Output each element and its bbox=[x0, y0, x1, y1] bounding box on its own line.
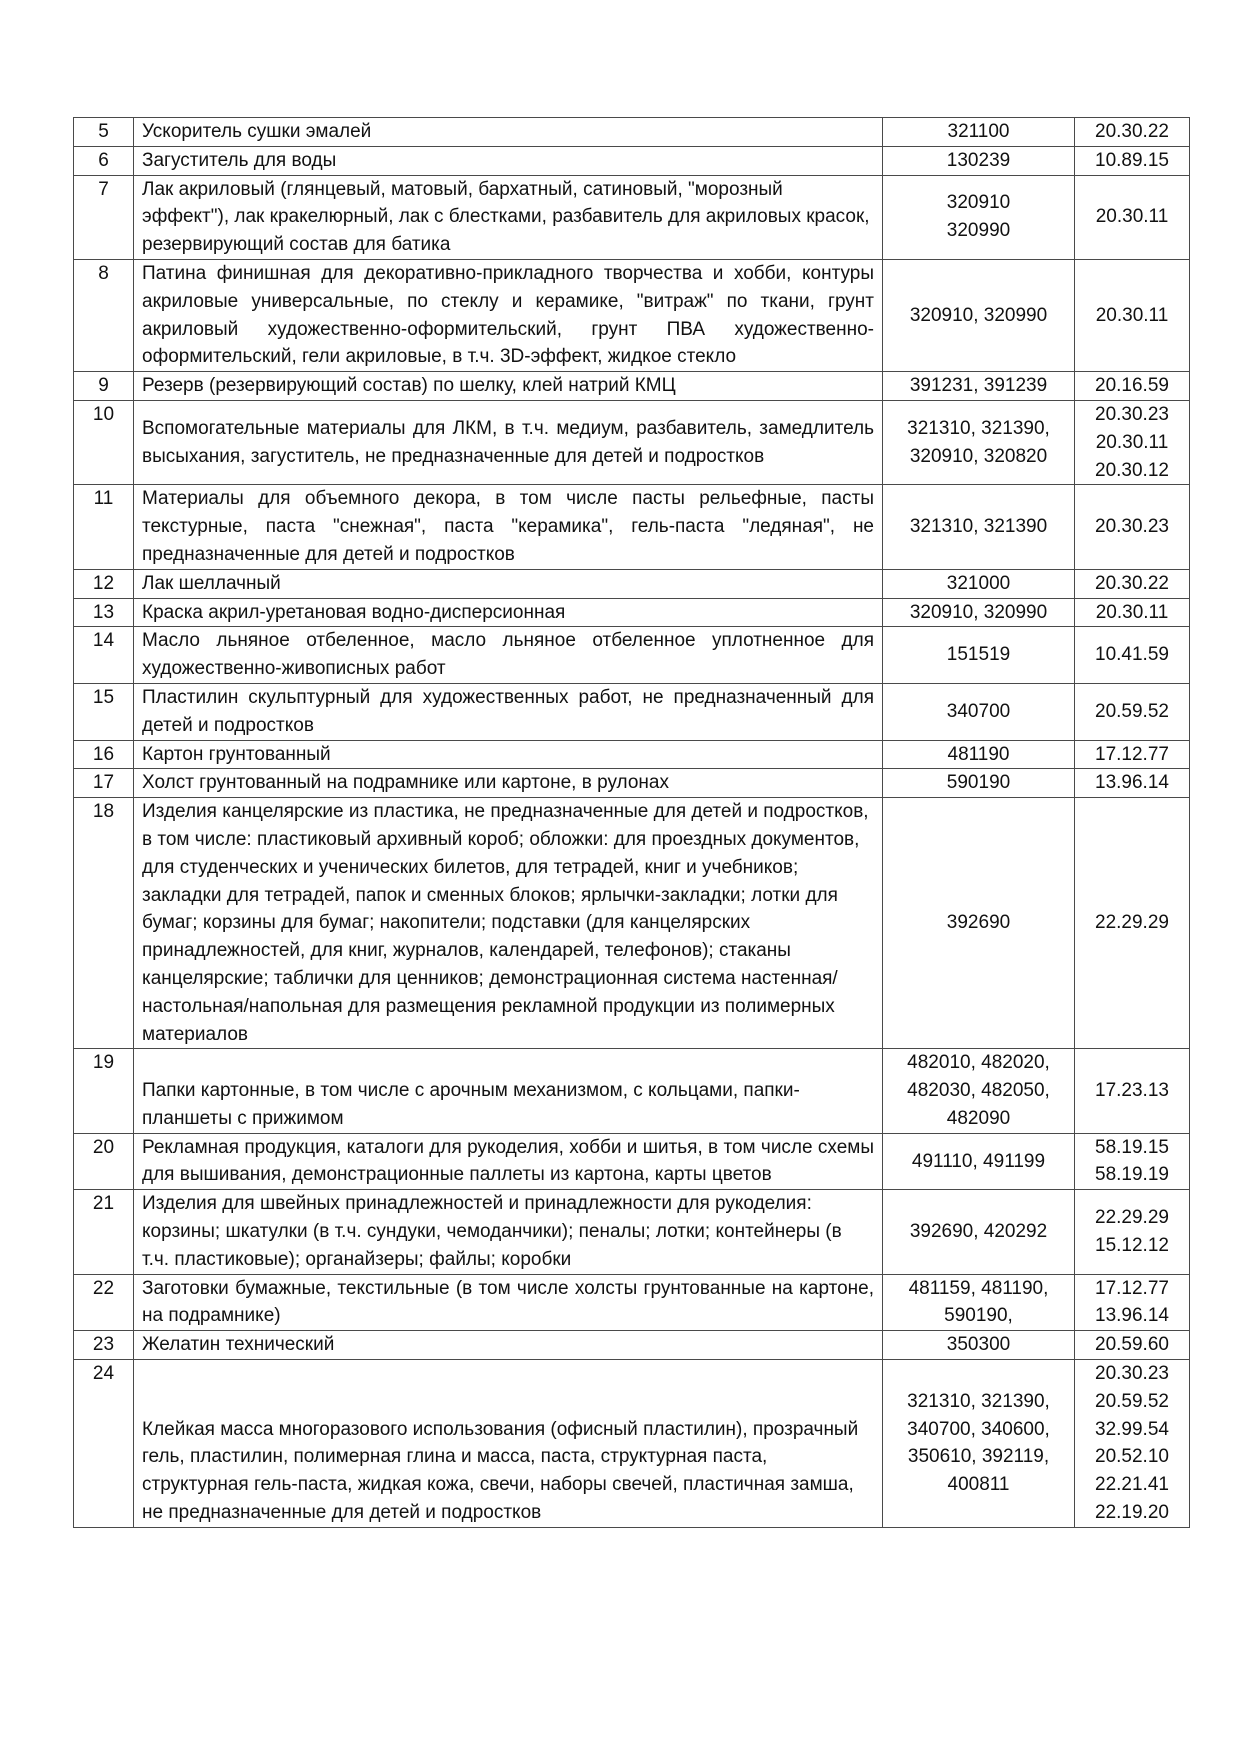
table-row bbox=[74, 569, 1190, 598]
tnved-codes bbox=[883, 118, 1075, 147]
row-number: 14 bbox=[74, 627, 134, 684]
tnved-code: 321310, 321390, bbox=[907, 417, 1050, 439]
product-description: Желатин технический bbox=[134, 1331, 883, 1360]
product-description: Краска акрил-уретановая водно-дисперсионная bbox=[134, 598, 883, 627]
product-description: Резерв (резервирующий состав) по шелку, клей натрий КМЦ bbox=[134, 372, 883, 401]
okpd2-code: 20.30.11 bbox=[1095, 601, 1169, 623]
okpd2-code: 20.52.10 bbox=[1095, 1446, 1169, 1468]
tnved-codes bbox=[883, 1360, 1075, 1528]
tnved-code: 130239 bbox=[946, 149, 1011, 171]
tnved-codes bbox=[883, 569, 1075, 598]
tnved-codes bbox=[883, 1331, 1075, 1360]
tnved-code: 320910, 320820 bbox=[909, 445, 1048, 467]
okpd2-code: 32.99.54 bbox=[1095, 1418, 1169, 1440]
row-number: 20 bbox=[74, 1133, 134, 1190]
tnved-codes bbox=[883, 175, 1075, 259]
table-row bbox=[74, 769, 1190, 798]
table-row bbox=[74, 146, 1190, 175]
tnved-code: 590190, bbox=[944, 1305, 1013, 1327]
product-description: Изделия для швейных принадлежностей и принадлежности для рукоделия: корзины; шкатулки (в т.ч. сундуки, чемоданчики); пеналы; лотки; контейнеры (в т.ч. пластиковые); органайзеры; файлы; коробки bbox=[134, 1190, 883, 1274]
tnved-code: 320910, 320990 bbox=[909, 601, 1048, 623]
tnved-code: 340700 bbox=[946, 700, 1011, 722]
tnved-codes bbox=[883, 1133, 1075, 1190]
row-number: 12 bbox=[74, 569, 134, 598]
row-number: 23 bbox=[74, 1331, 134, 1360]
okpd2-code: 20.59.60 bbox=[1095, 1334, 1169, 1356]
okpd2-code: 10.41.59 bbox=[1095, 644, 1169, 666]
table-row bbox=[74, 485, 1190, 569]
product-description: Вспомогательные материалы для ЛКМ, в т.ч. медиум, разбавитель, замедлитель высыхания, загуститель, не предназначенные для детей и подростков bbox=[134, 400, 883, 484]
okpd2-code: 10.89.15 bbox=[1095, 149, 1169, 171]
product-description: Холст грунтованный на подрамнике или картоне, в рулонах bbox=[134, 769, 883, 798]
okpd2-codes bbox=[1075, 598, 1190, 627]
tnved-codes bbox=[883, 1190, 1075, 1274]
table-row bbox=[74, 175, 1190, 259]
row-number: 13 bbox=[74, 598, 134, 627]
product-description: Клейкая масса многоразового использования (офисный пластилин), прозрачный гель, пластилин, полимерная глина и масса, паста, структурная паста, структурная гель-паста, жидкая кожа, свечи, наборы свечей, пластичная замша, не предназначенные для детей и подростков bbox=[134, 1360, 883, 1528]
okpd2-code: 20.30.22 bbox=[1095, 572, 1169, 594]
tnved-code: 320910, 320990 bbox=[909, 304, 1048, 326]
okpd2-codes bbox=[1075, 259, 1190, 371]
okpd2-code: 20.30.23 bbox=[1095, 403, 1169, 425]
row-number: 16 bbox=[74, 740, 134, 769]
table-row bbox=[74, 683, 1190, 740]
okpd2-codes bbox=[1075, 769, 1190, 798]
tnved-codes bbox=[883, 485, 1075, 569]
product-description: Патина финишная для декоративно-прикладного творчества и хобби, контуры акриловые универсальные, по стеклу и керамике, "витраж" по ткани, грунт акриловый художественно-оформительский, грунт ПВА художественно-оформительский, гели акриловые, в т.ч. 3D-эффект, жидкое стекло bbox=[134, 259, 883, 371]
product-description: Лак акриловый (глянцевый, матовый, бархатный, сатиновый, "морозный эффект"), лак кракелюрный, лак с блестками, разбавитель для акриловых красок, резервирующий состав для батика bbox=[134, 175, 883, 259]
product-description: Материалы для объемного декора, в том числе пасты рельефные, пасты текстурные, паста "снежная", паста "керамика", гель-паста "ледяная", не предназначенные для детей и подростков bbox=[134, 485, 883, 569]
goods-code-table bbox=[73, 117, 1190, 1528]
tnved-code: 481159, 481190, bbox=[908, 1277, 1049, 1299]
okpd2-codes bbox=[1075, 175, 1190, 259]
row-number: 8 bbox=[74, 259, 134, 371]
row-number: 22 bbox=[74, 1274, 134, 1331]
okpd2-codes bbox=[1075, 798, 1190, 1049]
row-number: 24 bbox=[74, 1360, 134, 1528]
okpd2-codes bbox=[1075, 400, 1190, 484]
product-description: Изделия канцелярские из пластика, не предназначенные для детей и подростков, в том числе: пластиковый архивный короб; обложки: для проездных документов, для студенческих и ученических билетов, для тетрадей, книг и учебников; закладки для тетрадей, папок и сменных блоков; ярлычки-закладки; лотки для бумаг; корзины для бумаг; накопители; подставки (для канцелярских принадлежностей, для книг, журналов, календарей, телефонов); стаканы канцелярские; таблички для ценников; демонстрационная система настенная/настольная/напольная для размещения рекламной продукции из полимерных материалов bbox=[134, 798, 883, 1049]
document-page bbox=[73, 117, 1189, 1528]
tnved-code: 391231, 391239 bbox=[909, 375, 1048, 397]
row-number: 9 bbox=[74, 372, 134, 401]
table-row bbox=[74, 372, 1190, 401]
okpd2-code: 20.59.52 bbox=[1095, 1390, 1169, 1412]
tnved-codes bbox=[883, 683, 1075, 740]
okpd2-codes bbox=[1075, 569, 1190, 598]
okpd2-code: 22.21.41 bbox=[1095, 1474, 1169, 1496]
okpd2-code: 20.30.12 bbox=[1095, 459, 1169, 481]
table-row bbox=[74, 598, 1190, 627]
row-number: 21 bbox=[74, 1190, 134, 1274]
row-number: 5 bbox=[74, 118, 134, 147]
tnved-code: 590190 bbox=[946, 772, 1011, 794]
okpd2-codes bbox=[1075, 1274, 1190, 1331]
tnved-code: 350300 bbox=[946, 1334, 1011, 1356]
tnved-code: 340700, 340600, bbox=[907, 1418, 1050, 1440]
product-description: Масло льняное отбеленное, масло льняное отбеленное уплотненное для художественно-живописных работ bbox=[134, 627, 883, 684]
row-number: 7 bbox=[74, 175, 134, 259]
okpd2-code: 17.12.77 bbox=[1095, 743, 1169, 765]
okpd2-codes bbox=[1075, 1360, 1190, 1528]
tnved-code: 400811 bbox=[947, 1474, 1010, 1496]
product-description: Папки картонные, в том числе с арочным механизмом, с кольцами, папки-планшеты с прижимом bbox=[134, 1049, 883, 1133]
okpd2-codes bbox=[1075, 1133, 1190, 1190]
table-row bbox=[74, 798, 1190, 1049]
okpd2-code: 17.23.13 bbox=[1095, 1080, 1169, 1102]
tnved-code: 482010, 482020, bbox=[907, 1052, 1050, 1074]
tnved-codes bbox=[883, 598, 1075, 627]
product-description: Рекламная продукция, каталоги для рукоделия, хобби и шитья, в том числе схемы для вышивания, демонстрационные паллеты из картона, карты цветов bbox=[134, 1133, 883, 1190]
okpd2-codes bbox=[1075, 1049, 1190, 1133]
okpd2-code: 13.96.14 bbox=[1095, 1305, 1169, 1327]
tnved-code: 320910 bbox=[946, 192, 1011, 214]
okpd2-code: 15.12.12 bbox=[1095, 1234, 1169, 1256]
tnved-code: 392690, 420292 bbox=[909, 1221, 1048, 1243]
tnved-codes bbox=[883, 372, 1075, 401]
okpd2-codes bbox=[1075, 372, 1190, 401]
row-number: 18 bbox=[74, 798, 134, 1049]
row-number: 19 bbox=[74, 1049, 134, 1133]
table-row bbox=[74, 118, 1190, 147]
tnved-code: 321000 bbox=[946, 572, 1011, 594]
tnved-code: 491110, 491199 bbox=[911, 1150, 1046, 1172]
tnved-codes bbox=[883, 798, 1075, 1049]
tnved-code: 320990 bbox=[946, 220, 1011, 242]
table-row bbox=[74, 1360, 1190, 1528]
okpd2-code: 20.30.11 bbox=[1095, 206, 1169, 228]
okpd2-code: 20.30.22 bbox=[1095, 121, 1169, 142]
tnved-code: 151519 bbox=[946, 644, 1011, 666]
tnved-codes bbox=[883, 1274, 1075, 1331]
row-number: 6 bbox=[74, 146, 134, 175]
table-row bbox=[74, 259, 1190, 371]
product-description: Лак шеллачный bbox=[134, 569, 883, 598]
table-row bbox=[74, 1133, 1190, 1190]
tnved-codes bbox=[883, 400, 1075, 484]
tnved-code: 481190 bbox=[947, 743, 1010, 765]
okpd2-codes bbox=[1075, 485, 1190, 569]
okpd2-codes bbox=[1075, 683, 1190, 740]
okpd2-code: 20.16.59 bbox=[1095, 375, 1169, 397]
okpd2-codes bbox=[1075, 627, 1190, 684]
okpd2-codes bbox=[1075, 146, 1190, 175]
table-row bbox=[74, 627, 1190, 684]
tnved-codes bbox=[883, 740, 1075, 769]
okpd2-code: 22.29.29 bbox=[1095, 1207, 1169, 1229]
table-row bbox=[74, 1190, 1190, 1274]
row-number: 15 bbox=[74, 683, 134, 740]
tnved-code: 482030, 482050, bbox=[907, 1080, 1050, 1102]
product-description: Пластилин скульптурный для художественных работ, не предназначенный для детей и подростков bbox=[134, 683, 883, 740]
tnved-codes bbox=[883, 627, 1075, 684]
tnved-code: 482090 bbox=[946, 1107, 1011, 1129]
table-row bbox=[74, 400, 1190, 484]
okpd2-codes bbox=[1075, 1331, 1190, 1360]
tnved-code: 321310, 321390, bbox=[907, 1390, 1050, 1412]
tnved-codes bbox=[883, 146, 1075, 175]
okpd2-code: 58.19.15 bbox=[1095, 1136, 1169, 1158]
tnved-code: 321310, 321390 bbox=[909, 516, 1048, 538]
okpd2-code: 20.30.11 bbox=[1095, 304, 1169, 326]
okpd2-code: 20.30.23 bbox=[1095, 516, 1169, 538]
okpd2-code: 22.19.20 bbox=[1095, 1502, 1169, 1524]
tnved-codes bbox=[883, 769, 1075, 798]
okpd2-code: 17.12.77 bbox=[1095, 1277, 1169, 1299]
table-row bbox=[74, 1274, 1190, 1331]
okpd2-codes bbox=[1075, 1190, 1190, 1274]
okpd2-codes bbox=[1075, 118, 1190, 147]
table-row bbox=[74, 1331, 1190, 1360]
product-description: Ускоритель сушки эмалей bbox=[134, 118, 883, 147]
tnved-code: 392690 bbox=[946, 912, 1011, 934]
tnved-code: 350610, 392119, bbox=[907, 1446, 1050, 1468]
row-number: 10 bbox=[74, 400, 134, 484]
tnved-codes bbox=[883, 1049, 1075, 1133]
okpd2-code: 58.19.19 bbox=[1095, 1164, 1169, 1186]
product-description: Заготовки бумажные, текстильные (в том числе холсты грунтованные на картоне, на подрамнике) bbox=[134, 1274, 883, 1331]
row-number: 17 bbox=[74, 769, 134, 798]
product-description: Загуститель для воды bbox=[134, 146, 883, 175]
okpd2-code: 20.30.11 bbox=[1095, 431, 1169, 453]
table-row bbox=[74, 1049, 1190, 1133]
okpd2-code: 20.59.52 bbox=[1095, 700, 1169, 722]
okpd2-code: 22.29.29 bbox=[1095, 912, 1169, 934]
row-number: 11 bbox=[74, 485, 134, 569]
tnved-code: 321100 bbox=[947, 121, 1010, 142]
okpd2-code: 13.96.14 bbox=[1095, 772, 1169, 794]
okpd2-codes bbox=[1075, 740, 1190, 769]
table-row bbox=[74, 740, 1190, 769]
tnved-codes bbox=[883, 259, 1075, 371]
product-description: Картон грунтованный bbox=[134, 740, 883, 769]
okpd2-code: 20.30.23 bbox=[1095, 1363, 1169, 1385]
